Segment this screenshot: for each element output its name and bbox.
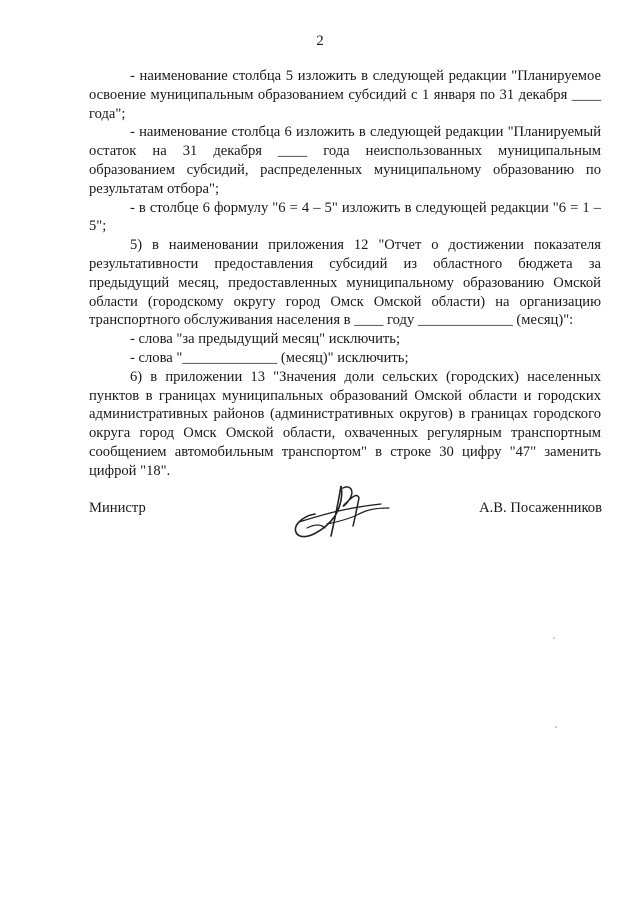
document-body <box>89 67 601 481</box>
scan-speck <box>553 637 555 639</box>
signatory-name: А.В. Посаженников <box>479 500 602 516</box>
scan-speck <box>555 726 557 728</box>
paragraph-appendix-12: 5) в наименовании приложения 12 "Отчет о достижении показателя результативности предоставления субсидий из областного бюджета за предыдущий месяц, предоставленных муниципальному образованию Омской области (городскому округу город Омск Омской области) на организацию транспортного обслуживания населения в ____ году _____________ (месяц)": <box>89 237 601 329</box>
paragraph-column-6: - наименование столбца 6 изложить в следующей редакции "Планируемый остаток на 31 декабря ____ года неиспользованных муниципальным образованием субсидий, распределенных муниципальному образованию по результатам отбора"; <box>89 124 601 197</box>
page-number: 2 <box>316 33 324 49</box>
paragraph-remove-words-2: - слова "_____________ (месяц)" исключить; <box>130 349 409 366</box>
paragraph-remove-words-1: - слова "за предыдущий месяц" исключить; <box>130 331 401 348</box>
signatory-title: Министр <box>89 500 146 516</box>
paragraph-column-5: - наименование столбца 5 изложить в следующей редакции "Планируемое освоение муниципальным образованием субсидий с 1 января по 31 декабря ____ года"; <box>89 68 601 122</box>
handwritten-signature <box>285 478 395 544</box>
paragraph-formula: - в столбце 6 формулу "6 = 4 – 5" изложить в следующей редакции "6 = 1 – 5"; <box>89 199 601 235</box>
paragraph-appendix-13: 6) в приложении 13 "Значения доли сельских (городских) населенных пунктов в границах муниципальных образований Омской области и городских административных районов (административных округов) в границах городского округа город Омск Омской области, охваченных регулярным транспортным сообщением автомобильным транспортом" в строке 30 цифру "47" заменить цифрой "18". <box>89 368 601 479</box>
